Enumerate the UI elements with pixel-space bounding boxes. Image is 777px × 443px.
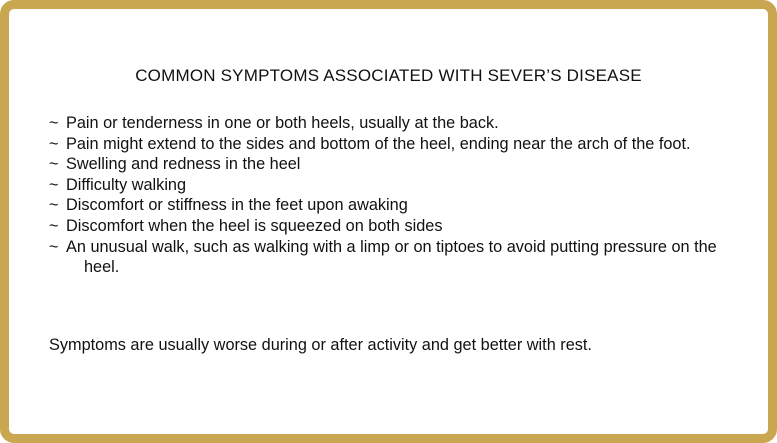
symptom-text: Pain or tenderness in one or both heels, usually at the back. [66, 114, 499, 132]
symptom-item [49, 134, 749, 155]
symptom-item [49, 154, 749, 175]
symptom-text: Discomfort or stiffness in the feet upon awaking [66, 196, 408, 215]
symptom-text: Discomfort when the heel is squeezed on both sides [66, 216, 443, 235]
symptom-list [49, 113, 749, 278]
tilde-bullet: ~ [49, 196, 59, 215]
card-title: COMMON SYMPTOMS ASSOCIATED WITH SEVER’S DISEASE [135, 66, 642, 85]
tilde-bullet: ~ [49, 216, 59, 235]
tilde-bullet: ~ [49, 175, 59, 194]
tilde-bullet: ~ [49, 114, 59, 132]
symptom-item [49, 237, 749, 278]
symptom-text: Pain might extend to the sides and bottom of the heel, ending near the arch of the foot. [66, 134, 691, 153]
symptom-text: Difficulty walking [66, 175, 187, 194]
tilde-bullet: ~ [49, 237, 59, 256]
symptom-text: An unusual walk, such as walking with a limp or on tiptoes to avoid putting pressure on the heel. [66, 237, 717, 277]
symptom-item [49, 175, 749, 196]
symptom-item [49, 216, 749, 237]
summary-note: Symptoms are usually worse during or after activity and get better with rest. [49, 336, 592, 354]
symptom-item [49, 113, 749, 134]
tilde-bullet: ~ [49, 134, 59, 153]
symptom-item [49, 195, 749, 216]
tilde-bullet: ~ [49, 155, 59, 174]
symptom-text: Swelling and redness in the heel [66, 155, 301, 174]
